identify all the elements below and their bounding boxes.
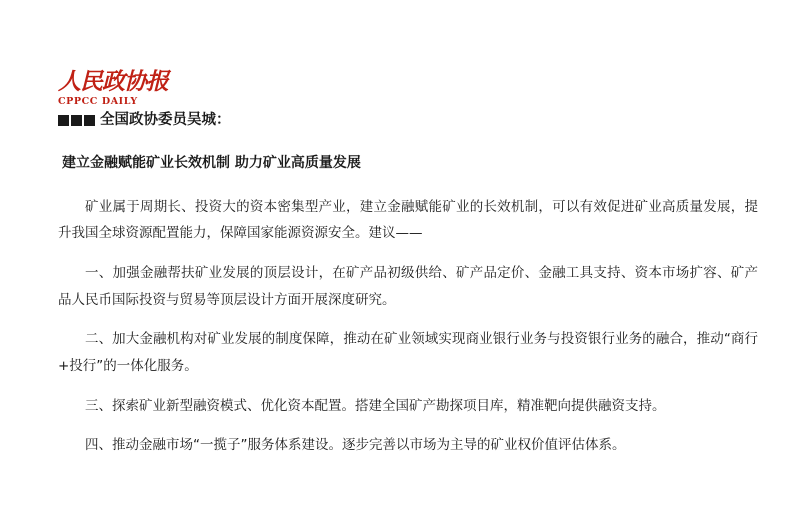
paragraph: 四、推动金融市场“一揽子”服务体系建设。逐步完善以市场为主导的矿业权价值评估体系。 bbox=[85, 437, 626, 454]
masthead bbox=[58, 70, 178, 107]
paragraph: 一、加强金融帮扶矿业发展的顶层设计，在矿产品初级供给、矿产品定价、金融工具支持、资本市场扩容、矿产品人民币国际投资与贸易等顶层设计方面开展深度研究。 bbox=[58, 265, 758, 308]
page-title: 建立金融赋能矿业长效机制 助力矿业高质量发展 bbox=[62, 154, 361, 171]
square-bullets-icon bbox=[58, 115, 95, 126]
byline bbox=[58, 110, 758, 132]
byline-text: 全国政协委员吴城： bbox=[100, 112, 231, 128]
paragraph: 二、加大金融机构对矿业发展的制度保障，推动在矿业领域实现商业银行业务与投资银行业务的融合，推动“商行+投行”的一体化服务。 bbox=[58, 331, 758, 374]
article-body bbox=[58, 110, 758, 459]
paragraph: 三、探索矿业新型融资模式、优化资本配置。搭建全国矿产勘探项目库，精准靶向提供融资支持。 bbox=[85, 397, 666, 414]
masthead-chinese-title: 人民政协报 bbox=[58, 68, 168, 95]
masthead-english-title: CPPCC DAILY bbox=[58, 96, 138, 107]
paragraph: 矿业属于周期长、投资大的资本密集型产业，建立金融赋能矿业的长效机制，可以有效促进矿业高质量发展，提升我国全球资源配置能力，保障国家能源资源安全。建议—— bbox=[58, 199, 758, 242]
